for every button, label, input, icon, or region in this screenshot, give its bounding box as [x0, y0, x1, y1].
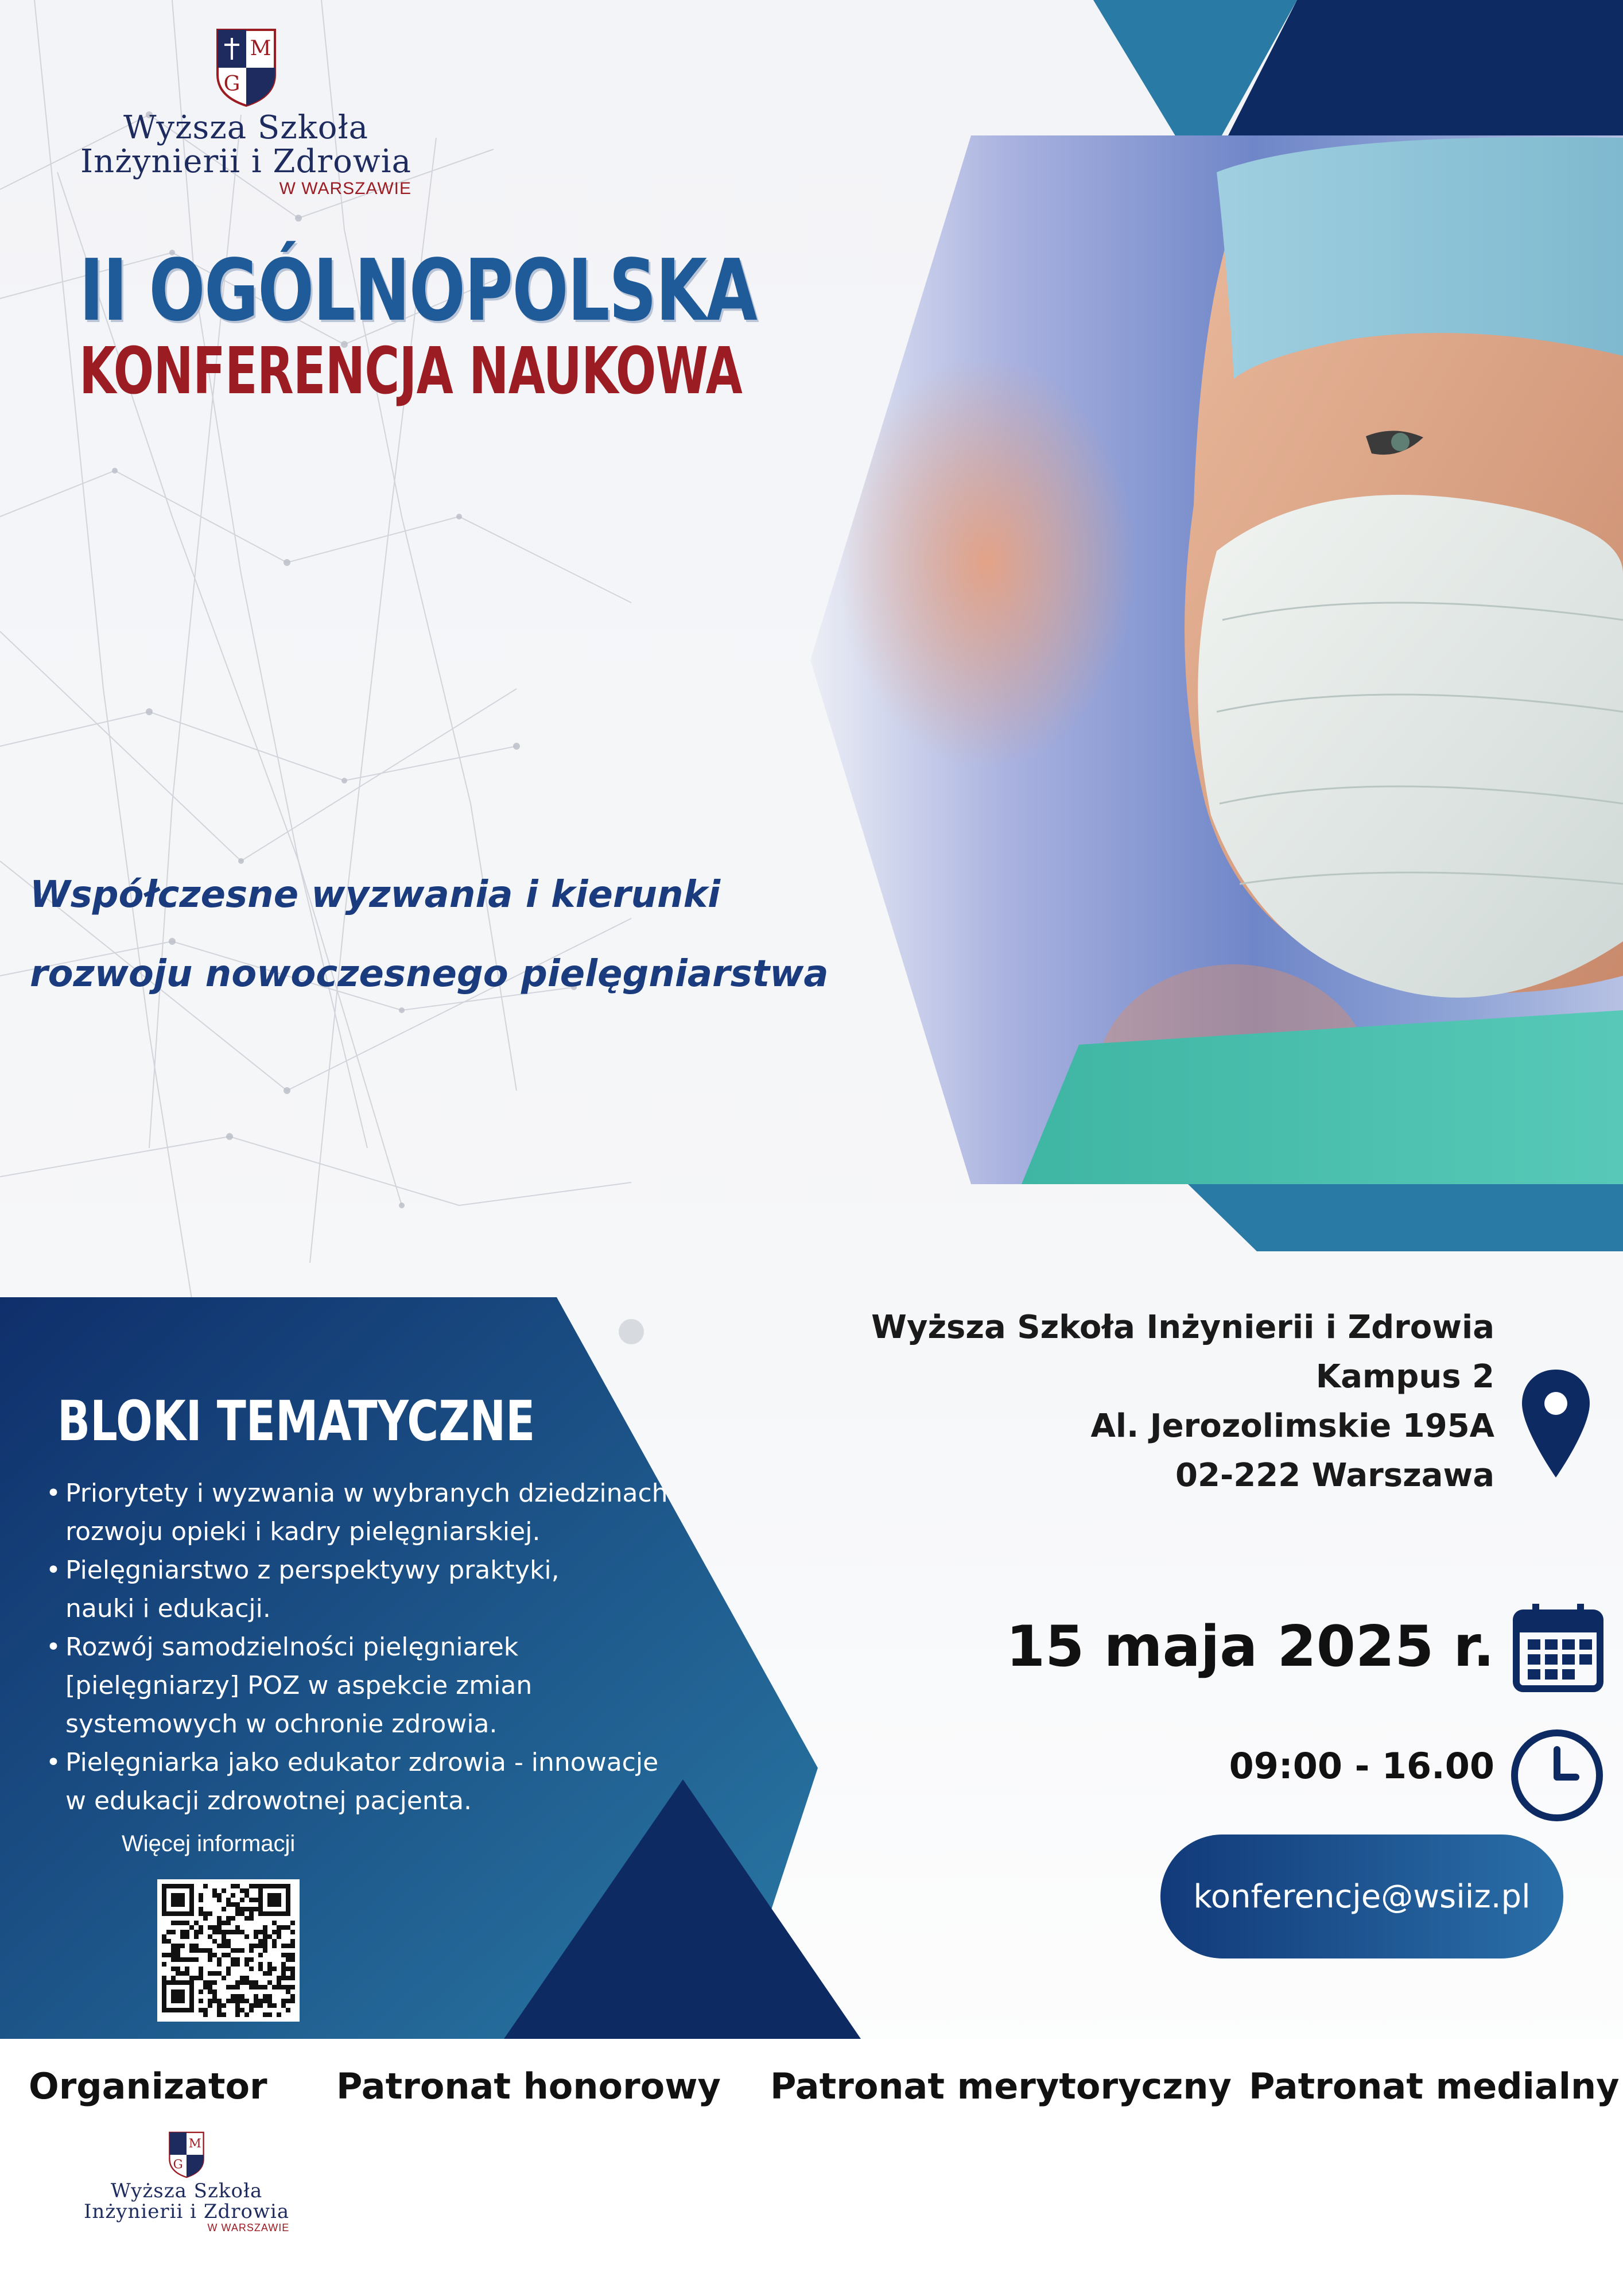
- event-date: 15 maja 2025 r.: [1005, 1614, 1494, 1680]
- svg-text:M: M: [250, 37, 271, 60]
- logo-line-1: Wyższa Szkoła: [123, 109, 368, 146]
- block-item: • Pielęgniarka jako edukator zdrowia - innowacje w edukacji zdrowotnej pacjenta.: [46, 1743, 700, 1820]
- honorary-patronage-label: Patronat honorowy: [336, 2065, 721, 2107]
- organizer-label: Organizator: [29, 2065, 267, 2107]
- title-line-2: KONFERENCJA NAUKOWA: [79, 334, 743, 409]
- svg-text:G: G: [173, 2157, 183, 2172]
- address-line: Kampus 2: [1315, 1358, 1494, 1395]
- logo-line-1: Wyższa Szkoła: [110, 2179, 263, 2202]
- crest-icon: [215, 28, 277, 108]
- email-button[interactable]: konferencje@wsiiz.pl: [1160, 1835, 1563, 1958]
- title-line-1: II OGÓLNOPOLSKA: [79, 241, 757, 340]
- clock-icon: [1509, 1728, 1605, 1823]
- conference-subtitle: [30, 855, 1005, 1014]
- svg-text:G: G: [223, 72, 240, 96]
- subtitle-line-1: Współczesne wyzwania i kierunki: [30, 874, 721, 916]
- block-item: • Rozwój samodzielności pielęgniarek [pielęgniarzy] POZ w aspekcie zmian systemowych w ochronie zdrowia.: [46, 1628, 700, 1743]
- block-item: • Pielęgniarstwo z perspektywy praktyki, nauki i edukacji.: [46, 1551, 700, 1628]
- qr-code-icon[interactable]: [157, 1879, 300, 2022]
- school-logo[interactable]: [80, 28, 411, 199]
- event-time: 09:00 - 16.00: [1229, 1745, 1494, 1787]
- nurse-photo: [803, 135, 1623, 1194]
- logo-line-2: Inżynierii i Zdrowia: [84, 2200, 290, 2223]
- map-pin-icon: [1520, 1367, 1592, 1480]
- blocks-list: [46, 1474, 700, 1820]
- media-patronage-label: Patronat medialny: [1249, 2065, 1620, 2107]
- logo-line-3: W WARSZAWIE: [279, 179, 412, 198]
- crest-icon: [168, 2131, 205, 2179]
- blocks-title: BLOKI TEMATYCZNE: [57, 1389, 535, 1453]
- calendar-icon: [1513, 1601, 1603, 1692]
- venue-address: [871, 1303, 1494, 1500]
- address-line: Wyższa Szkoła Inżynierii i Zdrowia: [871, 1309, 1494, 1346]
- logo-line-2: Inżynierii i Zdrowia: [80, 142, 412, 180]
- block-item: • Priorytety i wyzwania w wybranych dziedzinach rozwoju opieki i kadry pielęgniarskiej.: [46, 1474, 700, 1551]
- subtitle-line-2: rozwoju nowoczesnego pielęgniarstwa: [30, 953, 829, 995]
- address-line: Al. Jerozolimskie 195A: [1090, 1407, 1494, 1445]
- substantive-patronage-label: Patronat merytoryczny: [770, 2065, 1232, 2107]
- organizer-logo[interactable]: [84, 2131, 289, 2234]
- svg-text:M: M: [188, 2136, 201, 2151]
- address-line: 02-222 Warszawa: [1175, 1457, 1494, 1494]
- logo-line-3: W WARSZAWIE: [207, 2222, 290, 2234]
- more-info-label[interactable]: Więcej informacji: [122, 1831, 296, 1856]
